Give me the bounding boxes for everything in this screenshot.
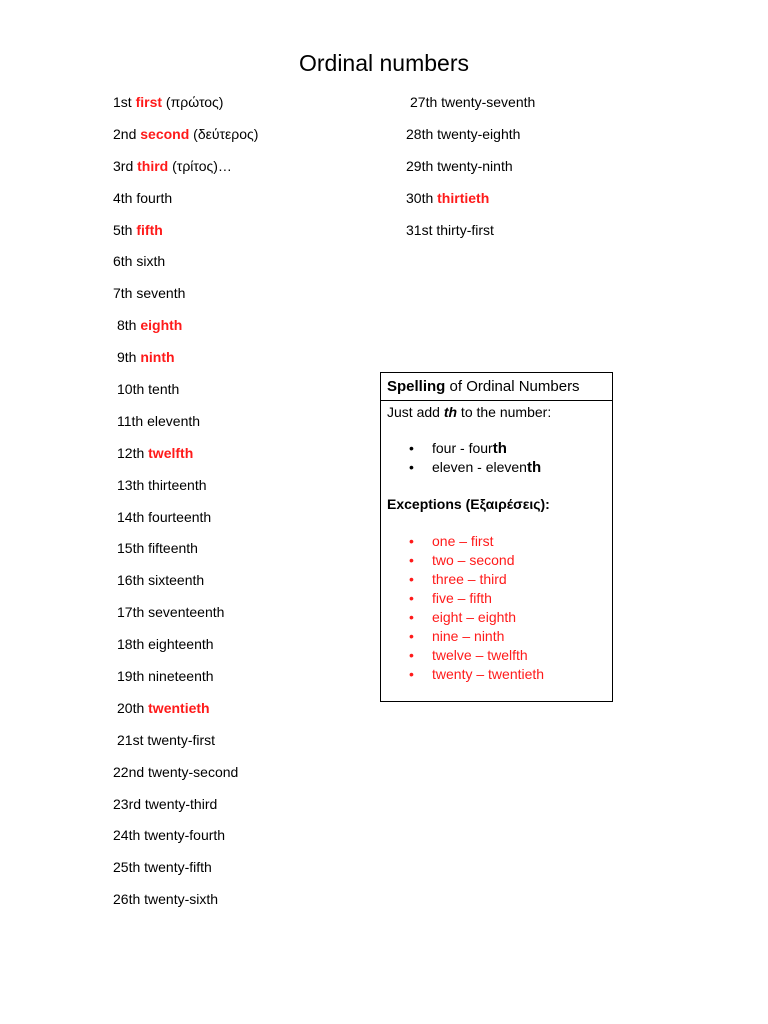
list-item: 17th seventeenth: [117, 604, 225, 621]
list-item: 2nd second (δεύτερος): [113, 125, 259, 142]
list-item: 22nd twenty-second: [113, 763, 239, 780]
box-heading: Spelling of Ordinal Numbers: [381, 373, 612, 401]
list-item: • five – fifth: [387, 589, 606, 608]
list-item: • three – third: [387, 570, 606, 589]
list-item: 20th twentieth: [117, 699, 210, 716]
list-item: 4th fourth: [113, 189, 173, 206]
list-item: 8th eighth: [117, 317, 183, 334]
list-item: 13th thirteenth: [117, 476, 207, 493]
list-item: • twelve – twelfth: [387, 646, 606, 665]
list-item: 30th thirtieth: [406, 189, 490, 206]
list-item: 21st twenty-first: [117, 731, 216, 748]
list-item: 27th twenty-seventh: [410, 94, 536, 110]
exceptions-label: Exceptions (Εξαιρέσεις):: [387, 496, 550, 512]
ordinal-list-right: [406, 93, 535, 252]
list-item: • eleven - eleventh: [387, 458, 606, 477]
list-item: 14th fourteenth: [117, 508, 212, 525]
list-item: 12th twelfth: [117, 444, 194, 461]
page-title: Ordinal numbers: [298, 50, 470, 76]
list-item: 11th eleventh: [117, 412, 201, 429]
list-item: • nine – ninth: [387, 627, 606, 646]
list-item: 16th sixteenth: [117, 572, 205, 589]
list-item: 31st thirty-first: [406, 221, 494, 238]
ordinal-list-left: [113, 93, 258, 922]
list-item: • eight – eighth: [387, 608, 606, 627]
list-item: • twenty – twentieth: [387, 665, 606, 684]
spelling-rules-box: [380, 372, 613, 702]
list-item: 7th seventh: [113, 285, 186, 302]
list-item: 15th fifteenth: [117, 540, 198, 557]
list-item: 19th nineteenth: [117, 668, 214, 685]
list-item: 26th twenty-sixth: [113, 891, 219, 908]
list-item: • two – second: [387, 551, 606, 570]
list-item: 3rd third (τρίτος)…: [113, 157, 232, 174]
list-item: 29th twenty-ninth: [406, 157, 513, 174]
rule-examples: [387, 439, 606, 477]
exceptions-list: [387, 532, 606, 684]
box-body: [381, 403, 612, 684]
list-item: 25th twenty-fifth: [113, 859, 212, 876]
list-item: 18th eighteenth: [117, 636, 214, 653]
list-item: 9th ninth: [117, 349, 175, 366]
list-item: 23rd twenty-third: [113, 795, 218, 812]
list-item: 10th tenth: [117, 381, 180, 398]
list-item: 28th twenty-eighth: [406, 125, 521, 142]
rule-intro: Just add th to the number:: [387, 404, 552, 420]
list-item: 6th sixth: [113, 253, 166, 270]
list-item: 1st first (πρώτος): [113, 94, 224, 110]
list-item: • one – first: [387, 532, 606, 551]
list-item: 24th twenty-fourth: [113, 827, 226, 844]
list-item: • four - fourth: [387, 439, 606, 458]
list-item: 5th fifth: [113, 221, 163, 238]
